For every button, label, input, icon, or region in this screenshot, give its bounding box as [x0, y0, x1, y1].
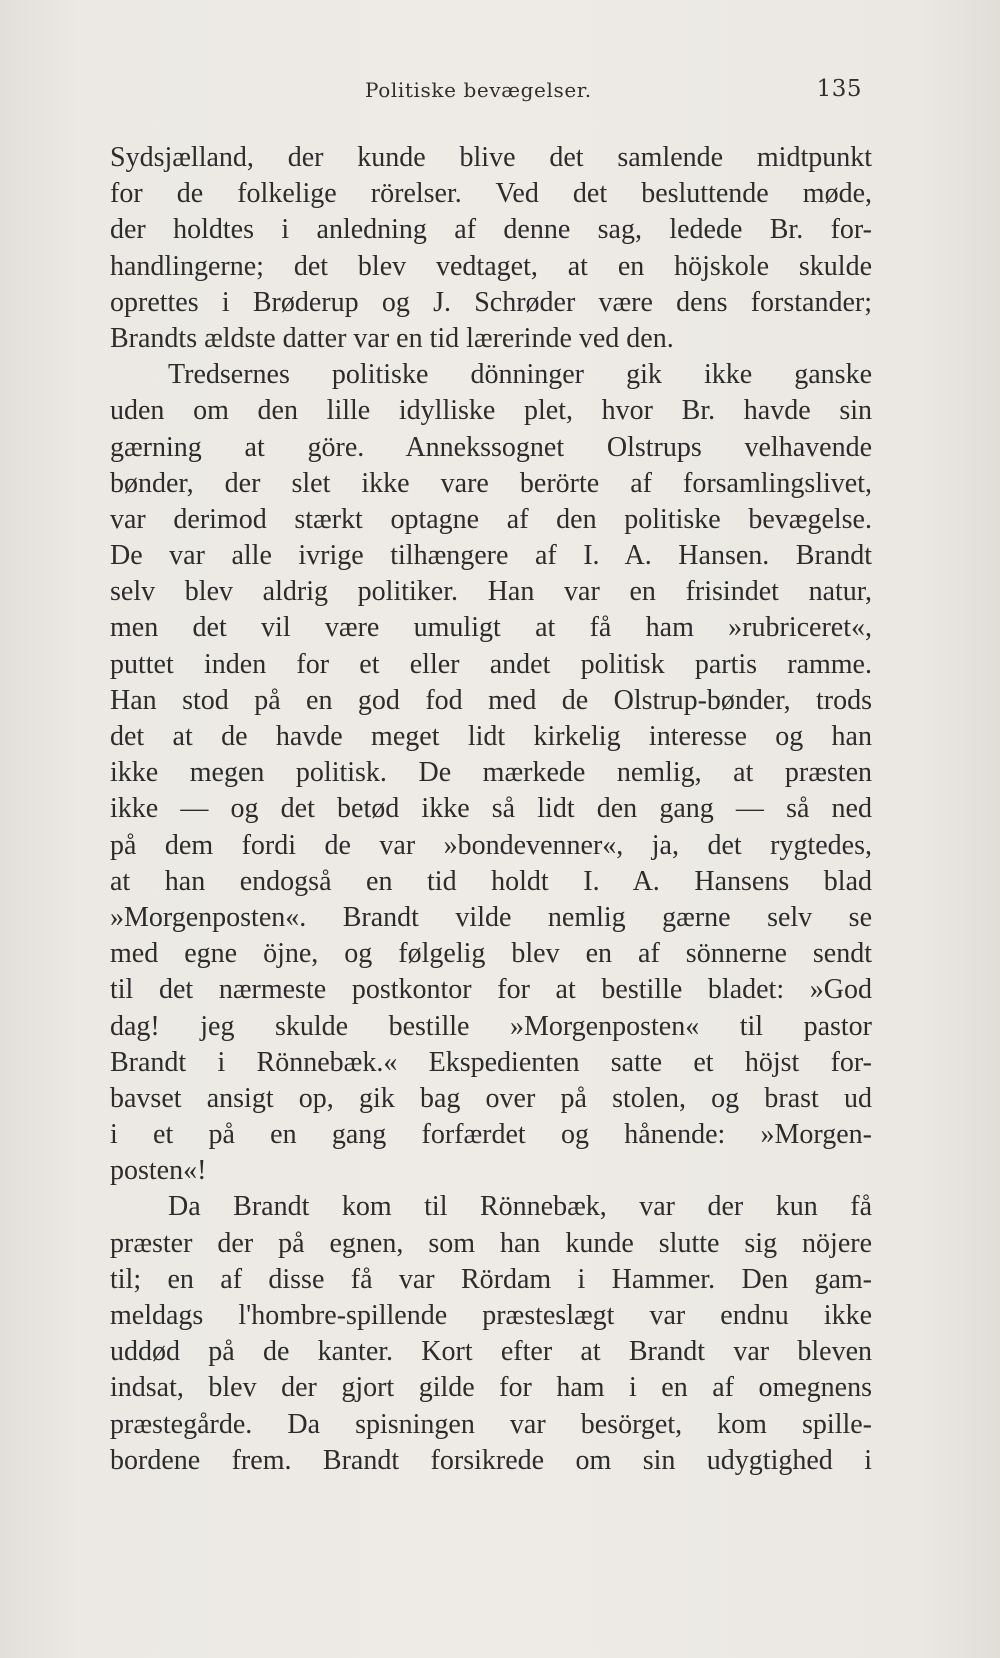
text-line: præster der på egnen, som han kunde slutte sig nöjere [110, 1227, 872, 1259]
text-line: uden om den lille idylliske plet, hvor Br. havde sin [110, 395, 872, 427]
text-line: til det nærmeste postkontor for at bestille bladet: »God [110, 974, 872, 1006]
text-line: men det vil være umuligt at få ham »rubriceret«, [110, 612, 872, 644]
text-line: puttet inden for et eller andet politisk partis ramme. [110, 648, 872, 680]
text-line: Tredsernes politiske dönninger gik ikke ganske [168, 359, 872, 391]
text-line: De var alle ivrige tilhængere af I. A. Hansen. Brandt [110, 540, 872, 572]
text-line: indsat, blev der gjort gilde for ham i en af omegnens [110, 1372, 872, 1404]
text-line: gærning at göre. Annekssognet Olstrups velhavende [110, 431, 872, 463]
text-line: handlingerne; det blev vedtaget, at en höjskole skulde [110, 250, 872, 282]
running-header [110, 78, 862, 112]
text-line: Han stod på en god fod med de Olstrup-bønder, trods [110, 684, 872, 716]
text-line: Brandts ældste datter var en tid lærerinde ved den. [110, 322, 674, 354]
text-line: det at de havde meget lidt kirkelig interesse og han [110, 721, 872, 752]
text-line: dag! jeg skulde bestille »Morgenposten« til pastor [110, 1010, 872, 1042]
text-line: bønder, der slet ikke vare berörte af forsamlingslivet, [110, 467, 872, 499]
text-line: bordene frem. Brandt forsikrede om sin udygtighed i [110, 1444, 872, 1476]
page-number: 135 [816, 76, 862, 102]
text-line: meldags l'hombre-spillende præsteslægt var endnu ikke [110, 1300, 872, 1331]
text-line: posten«! [110, 1155, 207, 1187]
text-line: Brandt i Rönnebæk.« Ekspedienten satte et höjst for- [110, 1046, 872, 1078]
text-line: Da Brandt kom til Rönnebæk, var der kun få [168, 1191, 872, 1223]
text-line: på dem fordi de var »bondevenner«, ja, det rygtedes, [110, 829, 872, 861]
running-title: Politiske bevægelser. [365, 78, 592, 102]
text-line: for de folkelige rörelser. Ved det besluttende møde, [110, 178, 872, 210]
text-line: ikke — og det betød ikke så lidt den gang — så ned [110, 793, 872, 825]
text-line: der holdtes i anledning af denne sag, ledede Br. for- [110, 214, 872, 246]
text-line: i et på en gang forfærdet og hånende: »Morgen- [110, 1119, 872, 1151]
text-line: ikke megen politisk. De mærkede nemlig, at præsten [110, 757, 872, 789]
text-line: »Morgenposten«. Brandt vilde nemlig gærne selv se [110, 901, 872, 933]
text-line: med egne öjne, og følgelig blev en af sönnerne sendt [110, 938, 872, 970]
text-line: uddød på de kanter. Kort efter at Brandt var bleven [110, 1336, 872, 1368]
text-line: at han endogså en tid holdt I. A. Hansens blad [110, 865, 872, 897]
text-line: til; en af disse få var Rördam i Hammer. Den gam- [110, 1263, 872, 1295]
text-line: var derimod stærkt optagne af den politiske bevægelse. [110, 503, 872, 535]
text-line: præstegårde. Da spisningen var besörget, kom spille- [110, 1408, 872, 1440]
text-line: oprettes i Brøderup og J. Schrøder være dens forstander; [110, 286, 872, 318]
text-line: selv blev aldrig politiker. Han var en frisindet natur, [110, 576, 872, 608]
text-line: Sydsjælland, der kunde blive det samlende midtpunkt [110, 142, 872, 173]
body-text [110, 140, 872, 1479]
text-line: bavset ansigt op, gik bag over på stolen, og brast ud [110, 1082, 872, 1114]
